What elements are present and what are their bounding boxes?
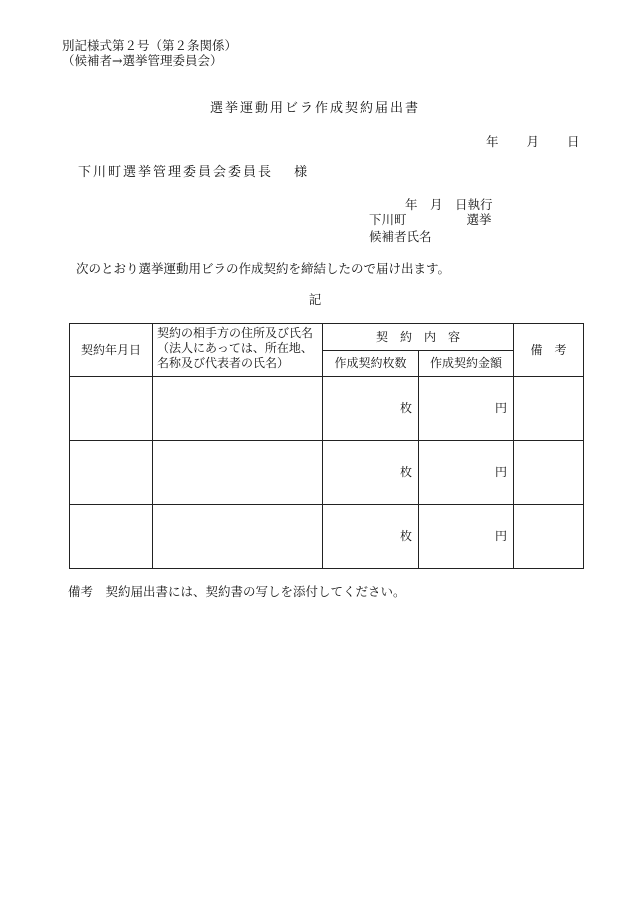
cell-amount[interactable]: 円 [419, 505, 514, 569]
cell-contract-date[interactable] [70, 505, 153, 569]
header-contract-contents: 契 約 内 容 [323, 324, 514, 351]
election-name-line [369, 212, 492, 227]
date-month: 月 [526, 134, 540, 149]
cell-count[interactable]: 枚 [323, 377, 419, 441]
submission-route: （候補者→選挙管理委員会） [62, 53, 223, 68]
cell-counterparty[interactable] [153, 377, 323, 441]
body-text: 次のとおり選挙運動用ビラの作成契約を締結したので届け出ます。 [76, 261, 451, 276]
date-year: 年 [486, 134, 499, 149]
header-counterparty: 契約の相手方の住所及び氏名（法人にあっては、所在地、名称及び代表者の氏名） [153, 324, 323, 377]
candidate-name-label: 候補者氏名 [369, 229, 432, 244]
cell-amount[interactable]: 円 [419, 441, 514, 505]
cell-amount[interactable]: 円 [419, 377, 514, 441]
table-row [70, 377, 584, 441]
table-row [70, 505, 584, 569]
cell-contract-date[interactable] [70, 441, 153, 505]
election-label: 選挙 [466, 212, 492, 227]
ki-heading: 記 [308, 292, 322, 307]
cell-remarks[interactable] [514, 377, 584, 441]
header-amount: 作成契約金額 [419, 351, 514, 377]
cell-contract-date[interactable] [70, 377, 153, 441]
election-exec-date: 年 月 日執行 [405, 197, 493, 212]
document-title: 選挙運動用ビラ作成契約届出書 [209, 101, 420, 116]
cell-remarks[interactable] [514, 441, 584, 505]
date-day: 日 [567, 134, 580, 149]
header-remarks: 備 考 [514, 324, 584, 377]
header-contract-date: 契約年月日 [70, 324, 153, 377]
addressee: 下川町選挙管理委員会委員長 様 [78, 165, 310, 180]
form-label: 別記様式第２号（第２条関係） [62, 38, 238, 53]
date-line [486, 134, 580, 149]
header-count: 作成契約枚数 [323, 351, 419, 377]
town-name: 下川町 [369, 212, 407, 227]
cell-remarks[interactable] [514, 505, 584, 569]
remarks-note: 備考 契約届出書には、契約書の写しを添付してください。 [68, 584, 406, 599]
cell-count[interactable]: 枚 [323, 505, 419, 569]
contract-table [69, 323, 584, 569]
table-header-row [70, 324, 584, 351]
table-row [70, 441, 584, 505]
cell-counterparty[interactable] [153, 441, 323, 505]
cell-count[interactable]: 枚 [323, 441, 419, 505]
cell-counterparty[interactable] [153, 505, 323, 569]
